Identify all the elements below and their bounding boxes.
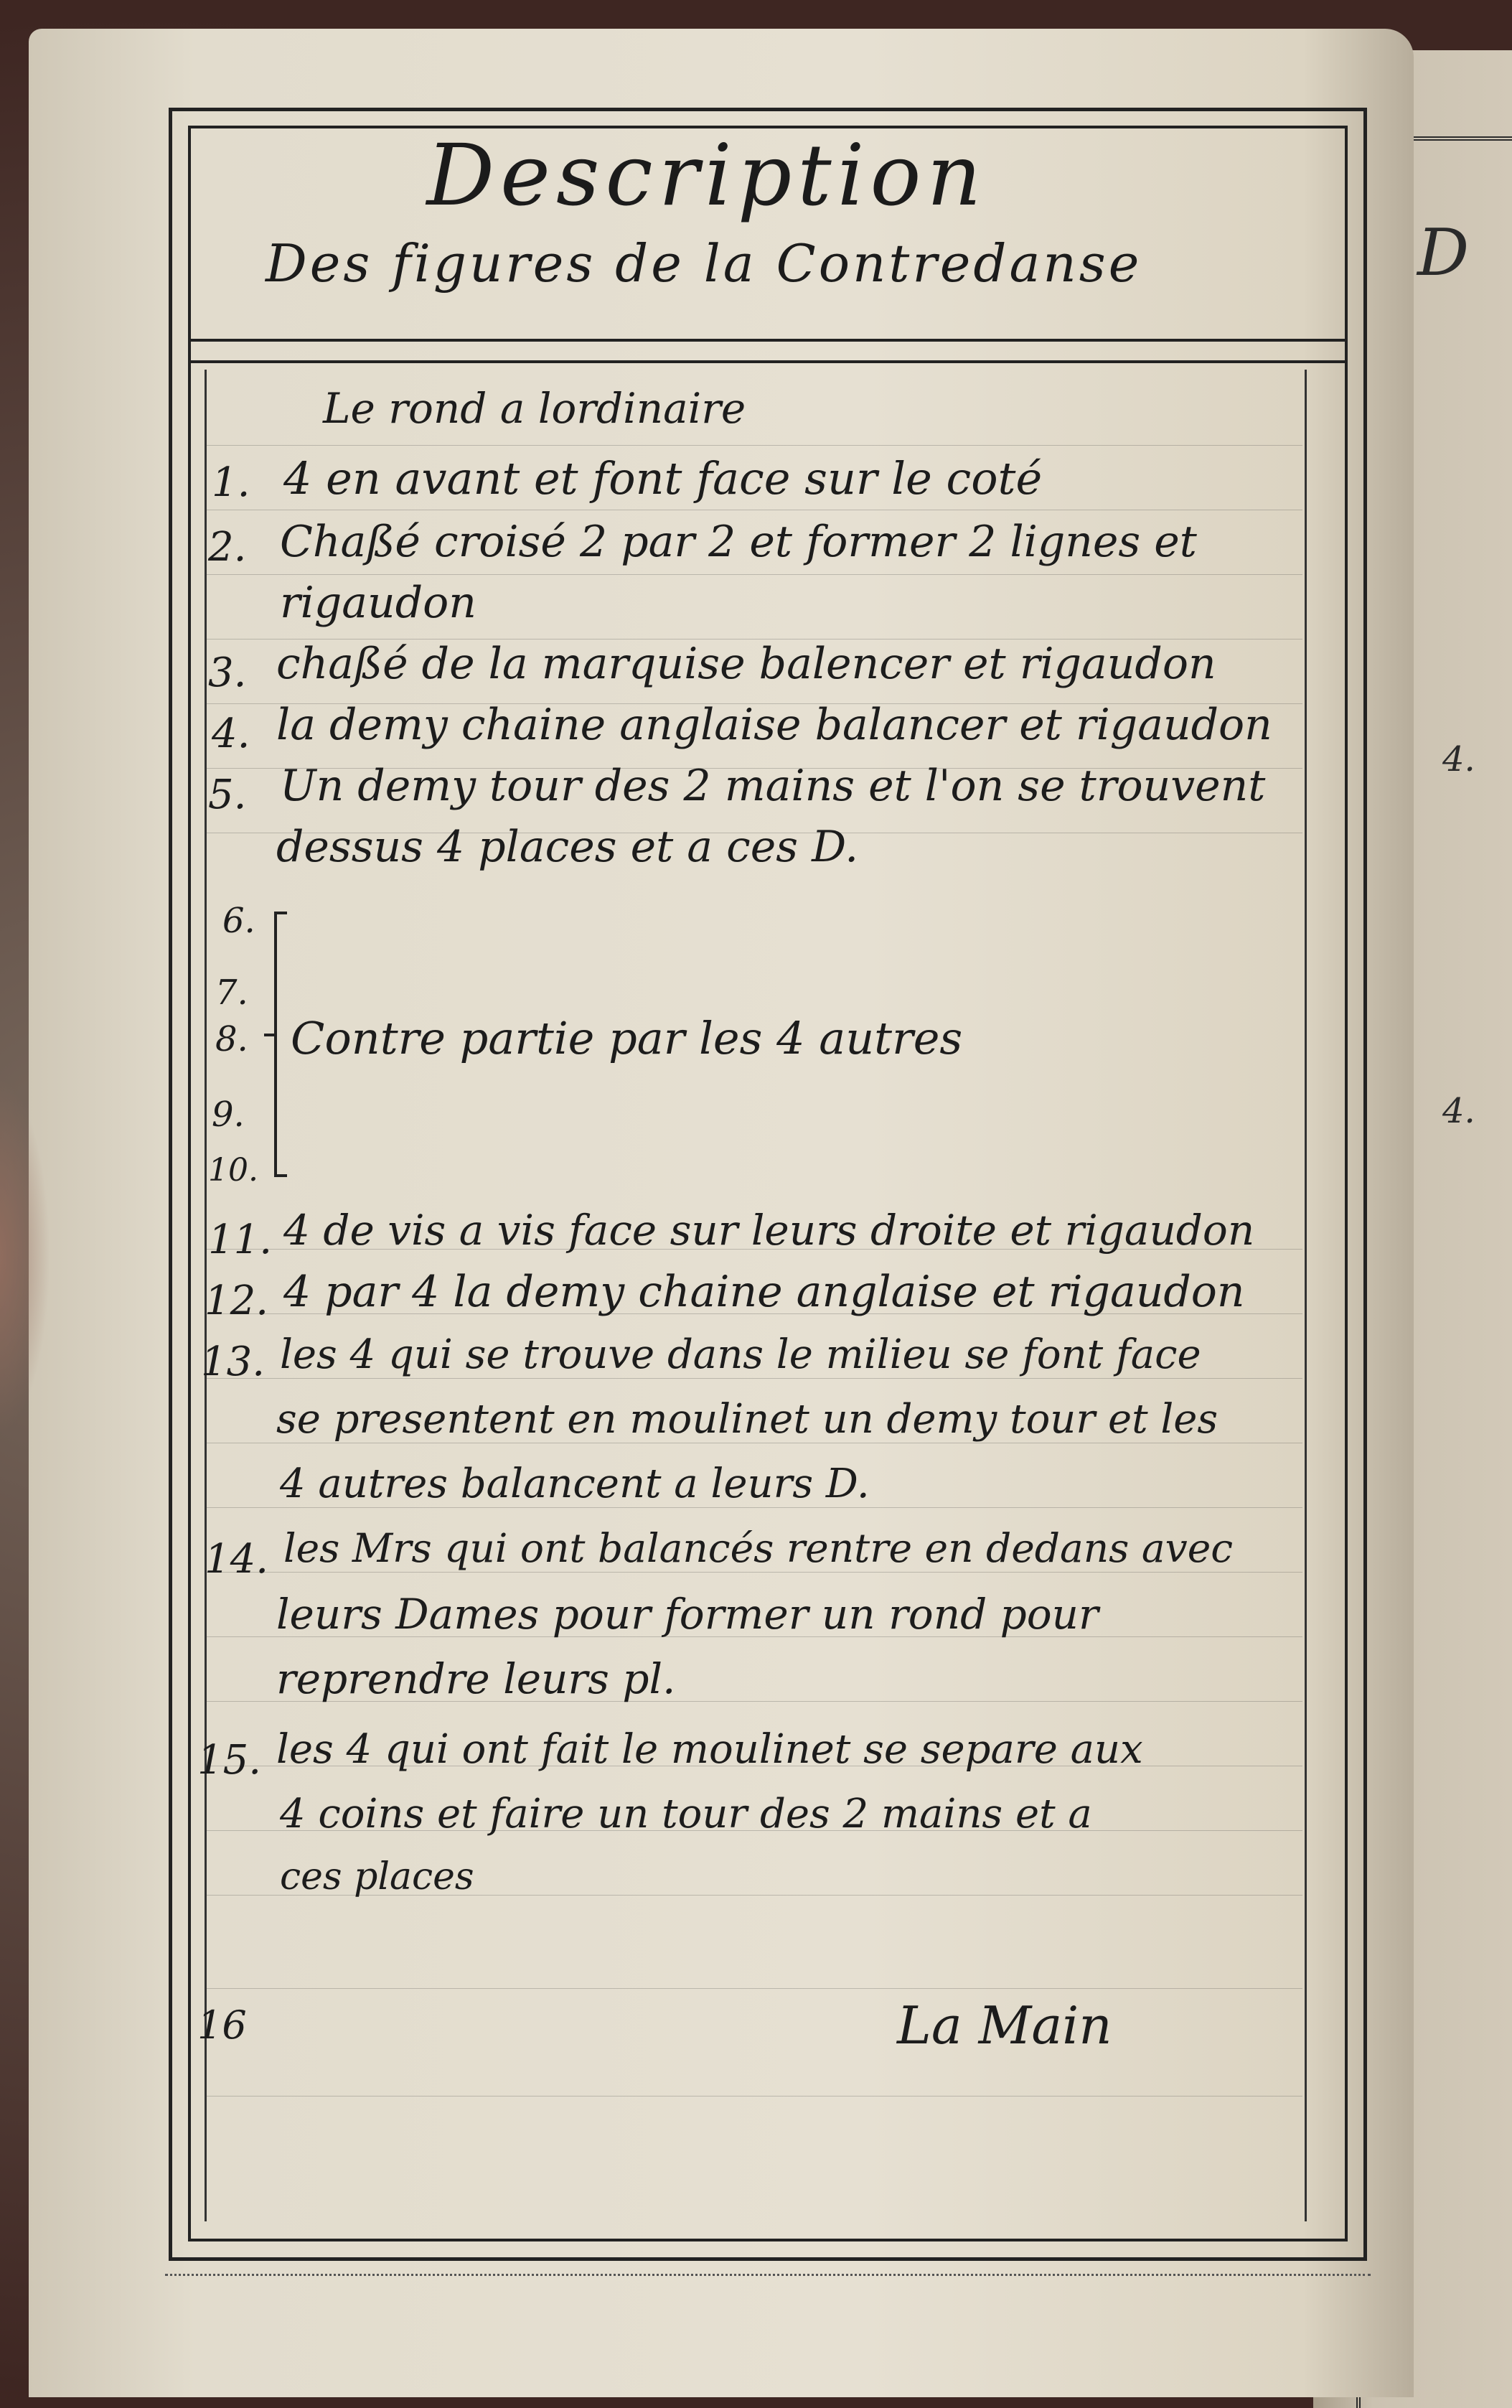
figure-number: 15.: [197, 1737, 262, 1784]
figure-text-continued: leurs Dames pour former un rond pour: [276, 1590, 1099, 1639]
catchword: La Main: [897, 1995, 1112, 2056]
ruled-line: [205, 1988, 1302, 1989]
intro-line: Le rond a lordinaire: [323, 384, 746, 433]
figure-text: les 4 qui ont fait le moulinet se separe aux: [276, 1726, 1143, 1773]
ruled-line: [205, 445, 1302, 446]
figure-text-continued: dessus 4 places et a ces D.: [276, 822, 859, 872]
figure-text-continued: ces places: [280, 1855, 474, 1898]
figure-text: les 4 qui se trouve dans le milieu se font face: [280, 1331, 1201, 1378]
figure-number: 14.: [205, 1536, 269, 1583]
figure-text: 4 en avant et font face sur le coté: [283, 452, 1043, 505]
bracket-text: Contre partie par les 4 autres: [291, 1012, 963, 1064]
figure-text: 4 de vis a vis face sur leurs droite et rigaudon: [283, 1206, 1255, 1255]
ruled-line: [205, 1507, 1302, 1508]
page-number: 16: [197, 2002, 247, 2048]
page-subtitle: Des figures de la Contredanse: [266, 233, 1142, 294]
header-separator: [188, 339, 1345, 363]
figure-number: 11.: [208, 1217, 273, 1263]
figure-number: 3.: [208, 650, 247, 696]
figure-number: 1.: [212, 459, 250, 506]
figure-number: 5.: [208, 772, 247, 818]
ruled-line: [205, 2096, 1302, 2097]
figure-text-continued: 4 autres balancent a leurs D.: [280, 1461, 870, 1507]
bottom-dotted-rule: [165, 2274, 1371, 2276]
figure-text: la demy chaine anglaise balancer et rigaudon: [276, 700, 1272, 750]
figure-number: 13.: [201, 1339, 266, 1385]
figure-text: les Mrs qui ont balancés rentre en dedans avec: [283, 1525, 1234, 1571]
ruled-line: [205, 574, 1302, 575]
figure-number: 8.: [215, 1019, 248, 1059]
facing-page-number: 4.: [1442, 1091, 1475, 1131]
figure-number: 7.: [215, 973, 248, 1013]
page-title: Description: [426, 126, 987, 225]
figure-text: 4 par 4 la demy chaine anglaise et rigaudon: [283, 1267, 1245, 1317]
grouping-brace-tip: [264, 1034, 277, 1036]
figure-number: 9.: [212, 1095, 245, 1135]
figure-text-continued: rigaudon: [280, 578, 476, 628]
facing-page-number: 4.: [1442, 739, 1475, 779]
figure-text-continued: se presentent en moulinet un demy tour et les: [276, 1396, 1218, 1443]
figure-number: 4.: [212, 711, 250, 757]
figure-text-continued: reprendre leurs pl.: [276, 1654, 676, 1703]
facing-page-letter: D: [1417, 215, 1470, 291]
figure-number: 6.: [222, 901, 255, 941]
ruled-line: [205, 1572, 1302, 1573]
figure-number: 10.: [208, 1152, 258, 1189]
figure-text: Un demy tour des 2 mains et l'on se trouvent: [280, 761, 1266, 811]
figure-number: 2.: [208, 524, 247, 571]
ruled-line: [205, 1378, 1302, 1379]
figure-text-continued: 4 coins et faire un tour des 2 mains et a: [280, 1791, 1092, 1837]
figure-text: chaßé de la marquise balencer et rigaudon: [276, 639, 1216, 689]
figure-number: 12.: [205, 1278, 269, 1324]
figure-text: Chaßé croisé 2 par 2 et former 2 lignes et: [280, 517, 1197, 567]
